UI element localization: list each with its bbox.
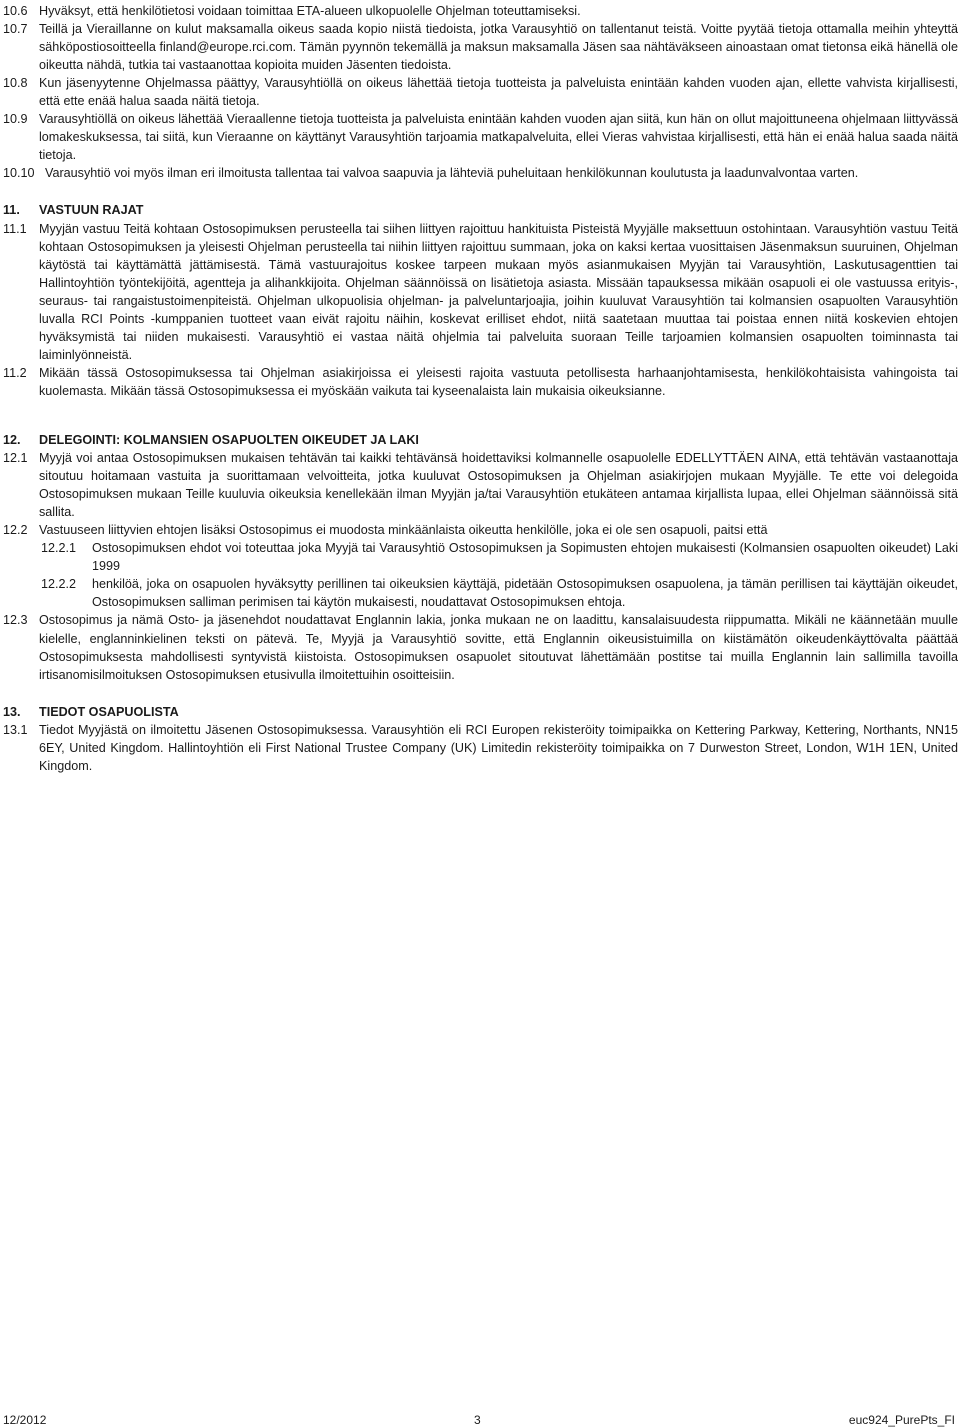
section-number: 11. [3, 203, 20, 218]
subclause-text: henkilöä, joka on osapuolen hyväksytty perillinen tai oikeuksien käyttäjä, pidetään Ostosopimuksen osapuolena, ja tämän perillisen tai käyttäjän oikeudet, Ostosopimuksen salliman perimisen tai käytön mukaisesti, noudattavat Ostosopimuksen ehtoja. [92, 577, 958, 610]
section-number: 13. [3, 704, 21, 719]
clause-text: Myyjä voi antaa Ostosopimuksen mukaisen tehtävän tai kaikki tehtävänsä hoidettaviksi kolmannelle osapuolelle EDELLYTTÄEN AINA, että tehtävän vastaanottaja sitoutuu hoitamaan vastuita ja suorittamaan velvoitteita, jotka kuuluvat Ostosopimuksen ja Ohjelman asiakirjojen mukaan Myyjälle. Te ette voi delegoida Ostosopimuksen mukaan Teille kuuluvia oikeuksia kenellekään ilman Myyjän ja/tai Varausyhtiön etukäteen antamaa kirjallista lupaa, ellei Ohjelman säännöissä sitä sallita. [39, 451, 958, 520]
clause-11-1 [3, 220, 958, 364]
footer-date: 12/2012 [3, 1413, 47, 1427]
clause-number: 12.1 [3, 451, 28, 466]
subclause-number: 12.2.1 [41, 541, 77, 556]
section-number: 12. [3, 432, 21, 447]
clause-13-1 [3, 721, 958, 775]
document-code: euc924_PurePts_FI [848, 1413, 955, 1427]
spacer [3, 417, 958, 429]
clause-text: Vastuuseen liittyvien ehtojen lisäksi Ostosopimus ei muodosta minkäänlaista oikeutta henkilölle, joka ei ole sen osapuoli, paitsi että [39, 523, 768, 538]
clause-12-3 [3, 611, 958, 683]
clause-10-9 [3, 110, 958, 164]
spacer [3, 182, 958, 199]
clause-number: 12.3 [3, 613, 28, 628]
section-heading-11 [3, 201, 958, 219]
section-title: VASTUUN RAJAT [39, 203, 144, 218]
subclause-12-2-2 [41, 575, 958, 611]
clause-12-2 [3, 521, 958, 539]
section-heading-12 [3, 431, 958, 449]
clause-text: Tiedot Myyjästä on ilmoitettu Jäsenen Ostosopimuksessa. Varausyhtiön eli RCI Europen rekisteröity toimipaikka on Kettering Parkway, Kettering, Northants, NN15 6EY, United Kingdom. Hallintoyhtiön eli First National Trustee Company (UK) Limitedin rekisteröity toimipaikka on 7 Durweston Street, London, W1H 1EN, United Kingdom. [39, 722, 958, 773]
subclause-12-2-1 [41, 539, 958, 575]
section-heading-13 [3, 703, 958, 721]
clause-number: 10.7 [3, 22, 28, 37]
section-title: DELEGOINTI: KOLMANSIEN OSAPUOLTEN OIKEUDET JA LAKI [39, 432, 419, 447]
clause-number: 10.10 [3, 166, 35, 181]
clause-10-7 [3, 20, 958, 74]
clause-10-8 [3, 74, 958, 110]
clause-text: Varausyhtiö voi myös ilman eri ilmoitusta tallentaa tai valvoa saapuvia ja lähteviä puheluitaan henkilökunnan koulutusta ja laadunvalvontaa varten. [45, 166, 859, 181]
clause-number: 10.9 [3, 112, 28, 127]
clause-number: 12.2 [3, 523, 28, 538]
clause-number: 11.2 [3, 365, 27, 380]
clause-11-2 [3, 364, 958, 400]
clause-10-10 [3, 164, 958, 182]
clause-text: Mikään tässä Ostosopimuksessa tai Ohjelman asiakirjoissa ei yleisesti rajoita vastuuta petollisesta harhaanjohtamisesta, henkilökohtaisista vahingoista tai kuolemasta. Mikään tässä Ostosopimuksessa ei myöskään vaikuta tai kyseenalaista lain mukaisia oikeuksianne. [39, 365, 958, 398]
spacer [3, 684, 958, 701]
clause-10-6 [3, 2, 958, 20]
clause-number: 10.6 [3, 4, 28, 18]
document-body [3, 2, 958, 775]
clause-text: Teillä ja Vieraillanne on kulut maksamalla oikeus saada kopio niistä tiedoista, jotka Varausyhtiö on tallentanut teistä. Voitte pyytää tietoja ottamalla meihin yhteyttä sähköpostiosoitteella finland@europe.rci.com. Tämän pyynnön tekemällä ja maksun maksamalla Jäsen saa nähtäväkseen ainoastaan omat tietonsa eikä hänellä ole oikeutta nähdä, tutkia tai vastaanottaa kopioita muiden Jäsenten tiedoista. [39, 22, 958, 73]
clause-number: 13.1 [3, 722, 28, 737]
clause-text: Ostosopimus ja nämä Osto- ja jäsenehdot noudattavat Englannin lakia, jonka mukaan ne on laadittu, kansalaisuudesta riippumatta. Mikäli ne käännetään muulle kielelle, englanninkielinen teksti on pätevä. Te, Myyjä ja Varausyhtiö sovitte, että Englannin oikeusistuimilla on kiistämätön oikeudenkäyttövalta päättää Ostosopimuksesta mahdollisesti syntyvistä kiistoista. Ostosopimuksen osapuolet sitoutuvat lähettämään postitse tai muilla Englannin lain sallimilla tavoilla irtisanomisilmoituksen Ostosopimuksen etusivulla ilmoitettuihin osoitteisiin. [39, 613, 958, 682]
clause-text: Myyjän vastuu Teitä kohtaan Ostosopimuksen perusteella tai siihen liittyen rajoittuu hankituista Pisteistä Myyjälle maksettuun ostohintaan. Varausyhtiön vastuu Teitä kohtaan Ostosopimuksen ja yleisesti Ohjelman perusteella tai niihin liittyen rajoittuu summaan, joka on kaksi kertaa vuosittaisen Jäsenmaksun suuruinen, Ohjelman käytöstä tai käyttämättä jättämisestä. Tämä vastuurajoitus koskee tarpeen mukaan myös asianmukaisen Myyjän tai Varausyhtiön, Laskutusagenttien tai Hallintoyhtiön työntekijöitä, agentteja ja alihankkijoita. Ohjelman säännöissä on lisätietoja asiasta. Missään tapauksessa mikään osapuoli ei ole vastuussa erityis-, seuraus- tai rangaistustoimenpiteistä. Ohjelman ulkopuolisia ohjelman- ja palveluntarjoajia, joihin kuuluvat Varausyhtiön tai kolmansien osapuolten Varausyhtiön luvalla RCI Points -kumppanien tuotteet vaan eivät rajoitu näihin, koskevat erilliset ehdot, niitä saatetaan muuttaa tai poistaa ennen niitä koskevien ehtojen hyväksymistä tai niiden mukaisesti. Varausyhtiö ei vastaa näitä ohjelmia tai palveluita suoraan Teille tarjoamien kolmansien osapuolten toiminnasta tai laiminlyönneistä. [39, 221, 958, 362]
clause-12-1 [3, 449, 958, 521]
subclause-number: 12.2.2 [41, 577, 77, 592]
spacer [3, 400, 958, 417]
clause-number: 10.8 [3, 76, 28, 91]
page-number: 3 [474, 1413, 481, 1427]
subclause-text: Ostosopimuksen ehdot voi toteuttaa joka Myyjä tai Varausyhtiö Ostosopimuksen ja Sopimusten ehtojen mukaisesti (Kolmansien osapuolten oikeudet) Laki 1999 [92, 541, 958, 574]
section-title: TIEDOT OSAPUOLISTA [39, 704, 179, 719]
clause-text: Hyväksyt, että henkilötietosi voidaan toimittaa ETA-alueen ulkopuolelle Ohjelman toteuttamiseksi. [39, 4, 581, 18]
clause-number: 11.1 [3, 221, 27, 236]
clause-text: Varausyhtiöllä on oikeus lähettää Vieraallenne tietoja tuotteista ja palveluista enintään kahden vuoden ajan siitä, kun hän on ollut majoittuneena ohjelmaan liittyvässä lomakeskuksessa, tai siitä, kun Vieraanne on käyttänyt Varausyhtiön tarjoamia matkapalveluita, ellei Vieras vahvistaa kirjallisesti, että hän ei enää halua saada näitä tietoja. [39, 112, 958, 163]
clause-text: Kun jäsenyytenne Ohjelmassa päättyy, Varausyhtiöllä on oikeus lähettää tietoja tuotteista ja palveluista enintään kahden vuoden ajan, ellette vahvista kirjallisesti, että ette enää halua saada näitä tietoja. [39, 76, 958, 109]
